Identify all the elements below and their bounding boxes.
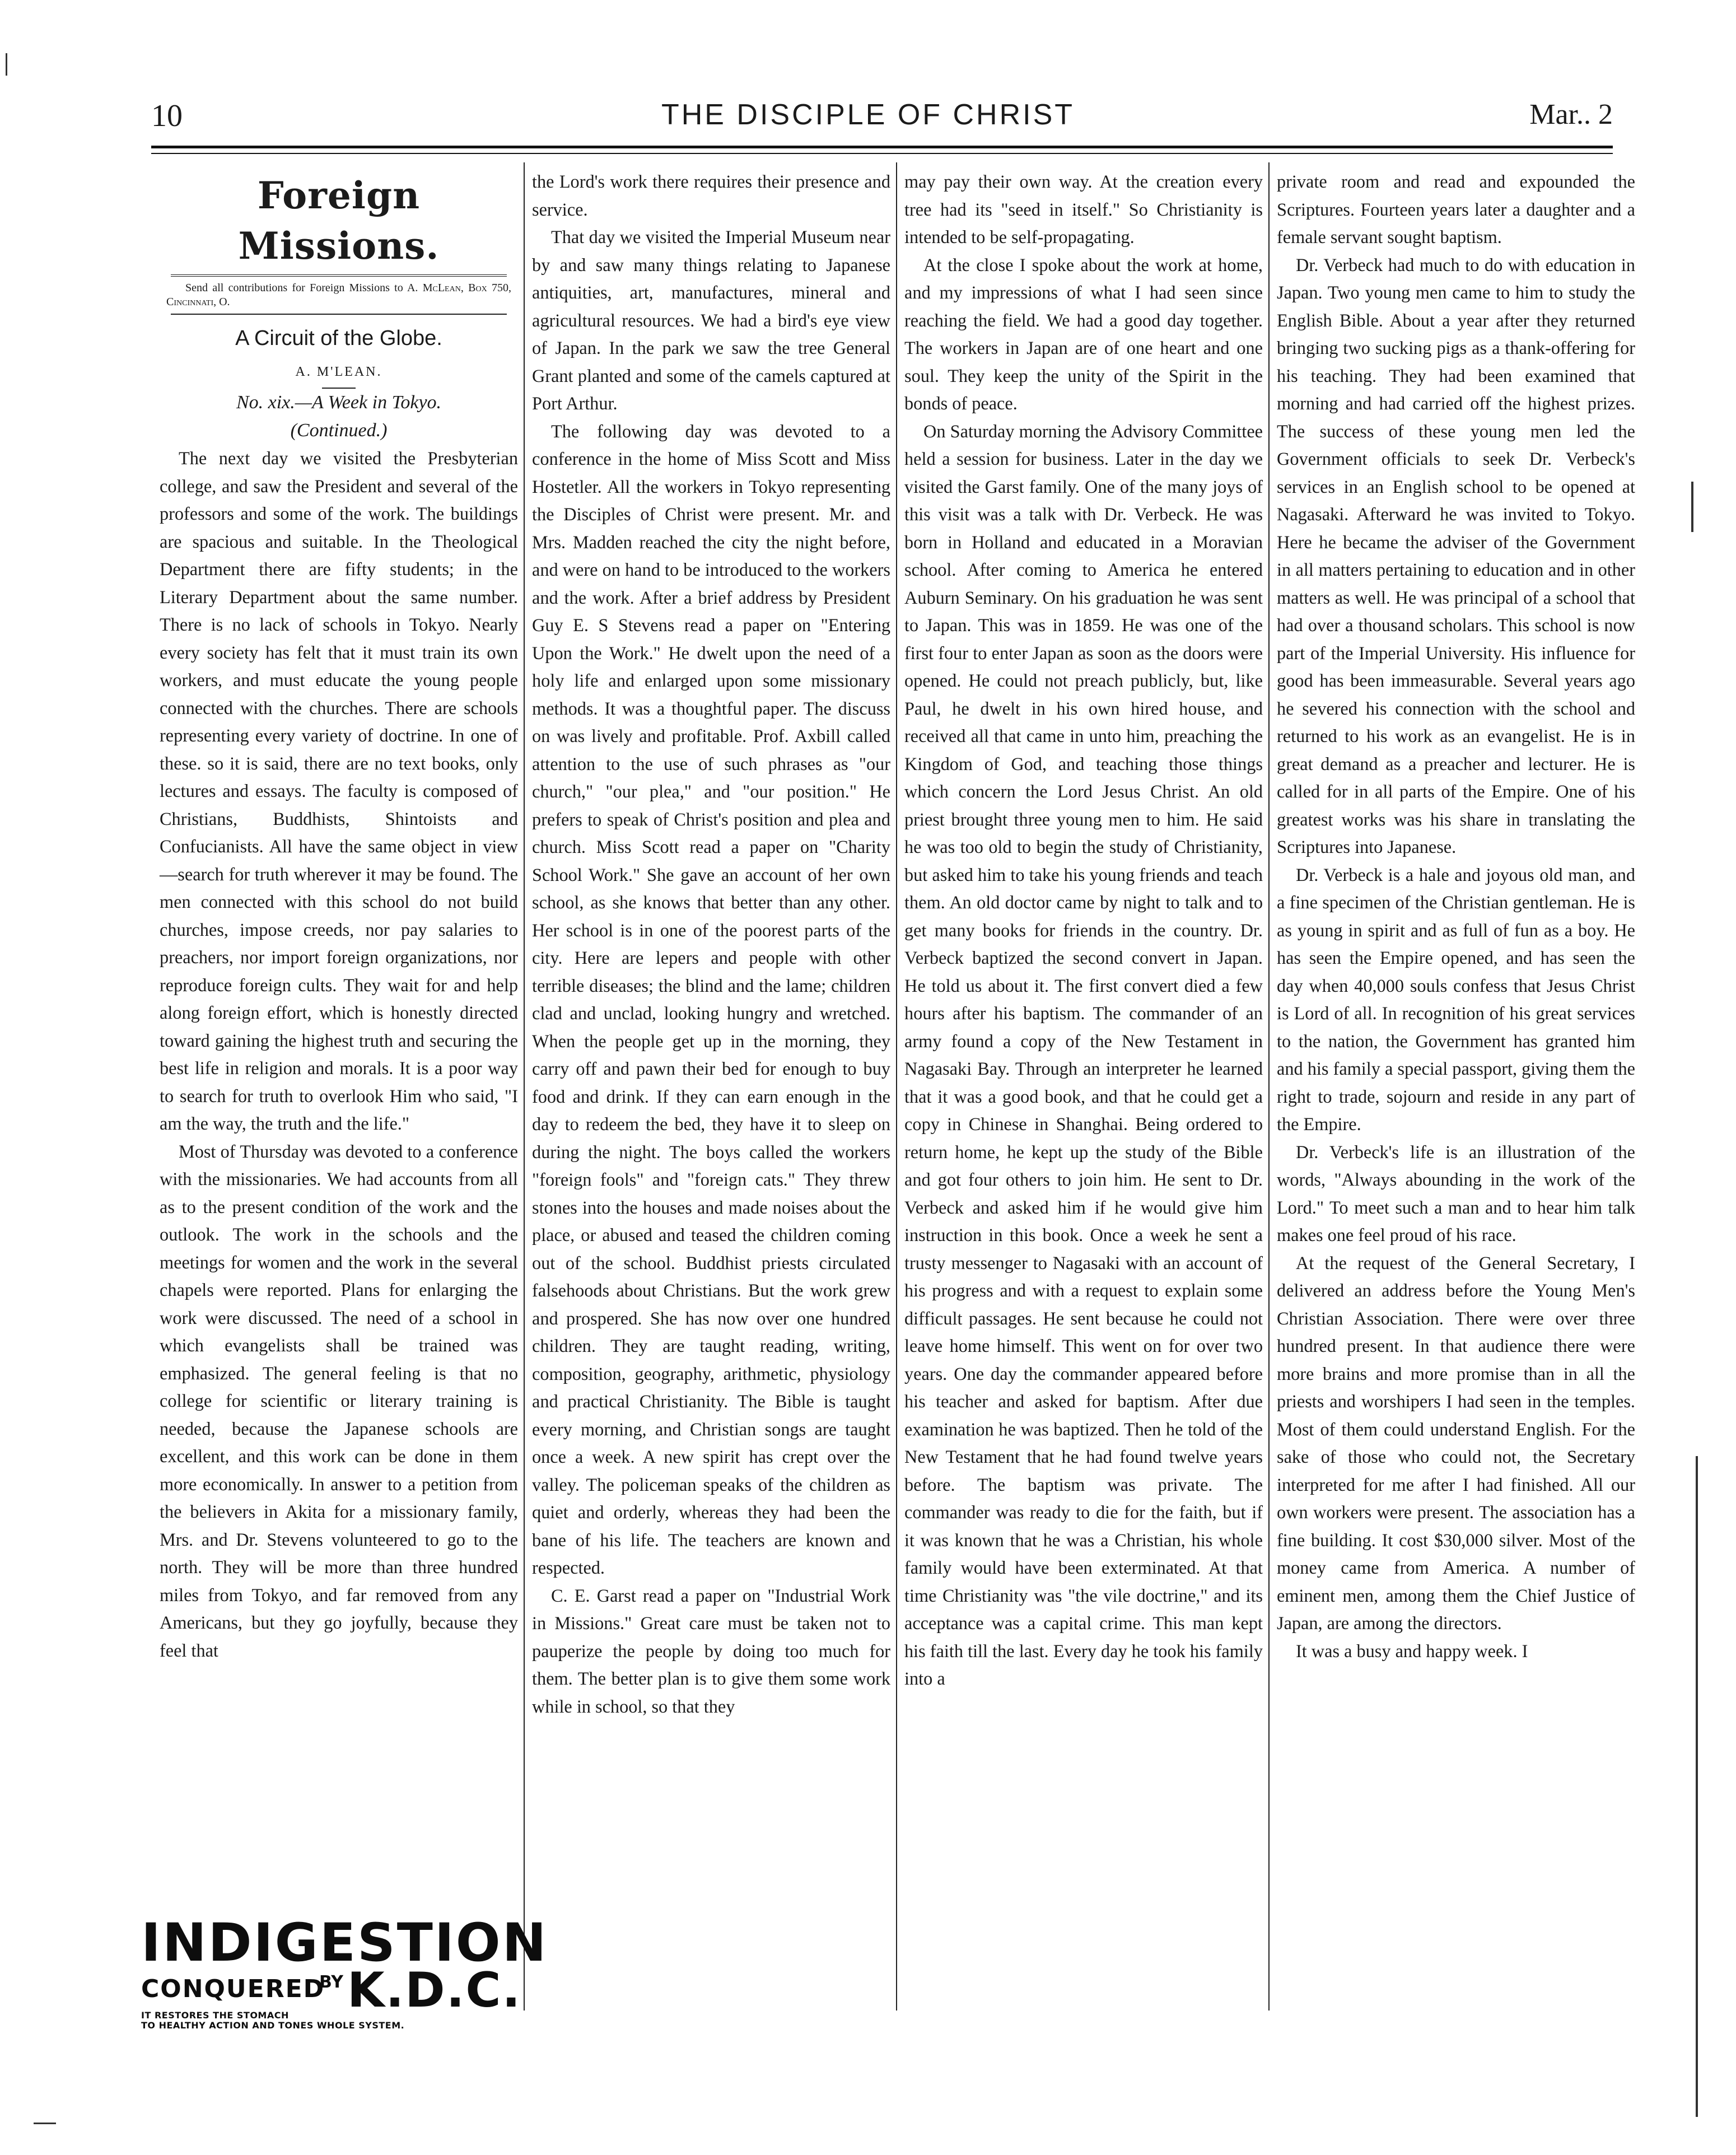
page-number: 10 xyxy=(151,99,183,133)
scan-mark xyxy=(6,53,7,76)
notice-address: McLean, Box 750, Cincinnati, O. xyxy=(166,282,512,308)
page-header xyxy=(0,98,1736,143)
column-divider xyxy=(896,162,897,2011)
header-rule-thin xyxy=(151,153,1613,154)
paragraph: C. E. Garst read a paper on "Industrial Work in Missions." Great care must be taken not to pauperize the people by doing too much for them. The better plan is to give them some work while in school, so that they xyxy=(532,1585,890,1716)
paragraph: On Saturday morning the Advisory Committee held a session for business. Later in the day we visited the Garst family. One of the many joys of this visit was a talk with Dr. Verbeck. He was born in Holland and educated in a Moravian school. After coming to America he entered Auburn Seminary. On his graduation he was sent to Japan. This was in 1859. He was one of the first four to enter Japan as soon as the doors were opened. He could not preach publicly, but, like Paul, he dwelt in his own hired house, and received all that came in unto him, preaching the Kingdom of God, and teaching those things which concern the Lord Jesus Christ. An old priest brought three young men to him. He said he was too old to begin the study of Christianity, but asked him to take his young friends and teach them. An old doctor came by night to talk and to get many books for friends in the country. Dr. Verbeck baptized the second convert in Japan. He told us about it. The first convert died a few hours after his baptism. The commander of an army found a copy of the New Testament in Nagasaki Bay. Through an interpreter he learned that it was a good book, and that he could get a copy in Chinese in Shanghai. Being ordered to return home, he kept up the study of the Bible and got four others to join him. He sent to Dr. Verbeck and asked him if he would give him instruction in this book. Once a week he sent a trusty messenger to Nagasaki with an account of his progress and with a request to explain some difficult passages. He sent because he could not leave home himself. This went on for over two years. One day the commander appeared before his teacher and asked for baptism. After due examination he was baptized. Then he told of the New Testament that he had found twelve years before. The baptism was private. The commander was ready to die for the faith, but if it was known that he was a Christian, his whole family would have been exterminated. At that time Christianity was "the vile doctrine," and its acceptance was a capital crime. This man kept his faith till the last. Every day he took his family into a xyxy=(904,421,1263,1688)
column-divider xyxy=(524,162,525,2011)
ad-by: BY xyxy=(319,1972,343,1992)
ad-conquered: CONQUERED xyxy=(141,1975,325,2003)
paragraph: the Lord's work there requires their presence and service. xyxy=(532,171,890,220)
article-title: A Circuit of the Globe. xyxy=(235,326,442,350)
column-2 xyxy=(532,168,890,1720)
column-divider xyxy=(1268,162,1270,2011)
article-subtitle: No. xix.—A Week in Tokyo. xyxy=(236,392,442,413)
continued-note: (Continued.) xyxy=(290,420,388,441)
paragraph: It was a busy and happy week. I xyxy=(1296,1640,1528,1661)
paragraph: That day we visited the Imperial Museum near by and saw many things relating to Japanese antiquities, art, manufactures, mineral and agricultural resources. We had a bird's eye view of Japan. In the park we saw the tree General Grant planted and some of the camels captured at Port Arthur. xyxy=(532,227,890,413)
scan-mark xyxy=(34,2123,56,2124)
article-byline: A. M'LEAN. xyxy=(295,365,382,379)
paragraph: Most of Thursday was devoted to a conference with the missionaries. We had accounts from all as to the present condition of the work and the outlook. The work in the schools and the meetings for women and the work in the several chapels were reported. Plans for enlarging the work were discussed. The need of a school in which evangelists shall be trained was emphasized. The general feeling is that no college for scientific or literary training is needed, because the Japanese schools are excellent, and this work can be done in them more economically. In answer to a petition from the believers in Akita for a missionary family, Mrs. and Dr. Stevens volunteered to go to the north. They will be more than three hundred miles from Tokyo, and far removed from any Americans, but they go joyfully, because they feel that xyxy=(160,1141,518,1660)
ad-headline: INDIGESTION xyxy=(141,1913,548,1974)
paragraph: The following day was devoted to a conference in the home of Miss Scott and Miss Hostetler. All the workers in Tokyo representing the Disciples of Christ were present. Mr. and Mrs. Madden reached the city the night before, and were on hand to be introduced to the workers and the work. After a brief address by President Guy E. S Stevens read a paper on "Entering Upon the Work." He dwelt upon the need of a holy life and enlarged upon some missionary methods. It was a thoughtful paper. The discuss on was lively and profitable. Prof. Axbill called attention to the use of such phrases as "our church," "our plea," and "our position." He prefers to speak of Christ's position and plea and church. Miss Scott read a paper on "Charity School Work." She gave an account of her own school, as she knows that better than any other. Her school is in one of the poorest parts of the city. Here are lepers and people with other terrible diseases; the blind and the lame; children clad and unclad, looking hungry and wretched. When the people get up in the morning, they carry off and pawn their bed for enough to buy food and drink. If they can earn enough in the day to redeem the bed, they have it to sleep on during the night. The boys called the workers "foreign fools" and "foreign cats." They threw stones into the houses and made noises about the place, or abused and teased the children coming out of the school. Buddhist priests circulated falsehoods about Christians. But the work grew and prospered. She has now over one hundred children. They are taught reading, writing, composition, geography, arithmetic, physiology and practical Christianity. The Bible is taught every morning, and Christian songs are taught once a week. A new spirit has crept over the valley. The policeman speaks of the children as quiet and orderly, whereas they had been the bane of his life. The teachers are known and respected. xyxy=(532,421,890,1578)
column-1 xyxy=(160,168,518,1664)
paragraph: Dr. Verbeck's life is an illustration of the words, "Always abounding in the work of the Lord." To meet such a man and to hear him talk makes one feel proud of his race. xyxy=(1277,1141,1635,1245)
kdc-advertisement xyxy=(141,1913,548,2033)
paragraph: The next day we visited the Presbyterian college, and saw the President and several of the professors and some of the work. The buildings are spacious and suitable. In the Theological Department there are fifty students; in the Literary Department about the same number. There is no lack of schools in Tokyo. Nearly every society has felt that it must train its own workers, and must educate the young people connected with the churches. There are schools representing every variety of doctrine. In one of these. so it is said, there are no text books, only lectures and essays. The faculty is composed of Christians, Buddhists, Shintoists and Confucianists. All have the same object in view—search for truth wherever it may be found. The men connected with this school do not build churches, impose creeds, nor pay salaries to preachers, nor import foreign organizations, nor reproduce foreign cults. They wait for and help along foreign effort, which is honestly directed toward gaining the highest truth and securing the best life in religion and morals. It is a poor way to search for truth to overlook Him who said, "I am the way, the truth and the life." xyxy=(160,448,518,1134)
contribution-notice xyxy=(166,281,511,309)
ad-tagline-1: IT RESTORES THE STOMACH xyxy=(141,2010,289,2021)
column-3 xyxy=(904,168,1263,1693)
publication-title: THE DISCIPLE OF CHRIST xyxy=(661,99,1075,131)
paragraph: Dr. Verbeck had much to do with education in Japan. Two young men came to him to study the English Bible. About a year after they returned bringing two sucking pigs as a thank-offering for his teaching. They had been examined that morning and had carried off the highest prizes. The success of these young men led the Government officials to seek Dr. Verbeck's services in an English school to be opened at Nagasaki. Afterward he was invited to Tokyo. Here he became the adviser of the Government in all matters pertaining to education and in other matters as well. He was principal of a school that had over a thousand scholars. This school is now part of the Imperial University. His influence for good has been immeasurable. Several years ago he severed his connection with the school and returned to his work as an evangelist. He is in great demand as a preacher and lecturer. He is called for in all parts of the Empire. One of his greatest works was his share in translating the Scriptures into Japanese. xyxy=(1277,254,1635,857)
issue-date: Mar.. 2 xyxy=(1529,99,1613,130)
heading-rule xyxy=(171,274,507,277)
paragraph: At the close I spoke about the work at home, and my impressions of what I had seen since reaching the field. We had a good day together. The workers in Japan are of one heart and one soul. They keep the unity of the Spirit in the bonds of peace. xyxy=(904,254,1263,413)
paragraph: At the request of the General Secretary, I delivered an address before the Young Men's Christian Association. There were over three hundred present. In that audience there were more brains and more promise than in all the priests and worshipers I had seen in the temples. Most of them could understand English. For the sake of those who could not, the Secretary interpreted for me after I had finished. All our own workers were present. The association has a fine building. It cost $30,000 silver. Most of the money came from America. A number of eminent men, among them the Chief Justice of Japan, are among the directors. xyxy=(1277,1252,1635,1633)
ad-tagline-2: TO HEALTHY ACTION AND TONES WHOLE SYSTEM. xyxy=(141,2020,405,2031)
notice-text: Send all contributions for Foreign Missions to A. xyxy=(185,282,423,294)
paragraph: Dr. Verbeck is a hale and joyous old man, and a fine specimen of the Christian gentleman. He is as young in spirit and as full of fun as a boy. He has seen the Empire opened, and has seen the day when 40,000 souls confess that Jesus Christ is Lord of all. In recognition of his great services to the nation, the Government has granted him and his family a special passport, giving them the right to trade, sojourn and reside in any part of the Empire. xyxy=(1277,864,1635,1134)
scan-mark xyxy=(1696,1456,1698,2117)
header-rule-thick xyxy=(151,146,1613,148)
column-4 xyxy=(1277,168,1635,1665)
notice-rule xyxy=(171,314,507,315)
scan-mark xyxy=(1691,482,1693,532)
ad-brand: K.D.C. xyxy=(347,1962,522,2018)
section-heading: Foreign Missions. xyxy=(238,174,440,268)
paragraph: may pay their own way. At the creation every tree had its "seed in itself." So Christianity is intended to be self-propagating. xyxy=(904,171,1263,247)
paragraph: private room and read and expounded the Scriptures. Fourteen years later a daughter and a female servant sought baptism. xyxy=(1277,171,1635,247)
